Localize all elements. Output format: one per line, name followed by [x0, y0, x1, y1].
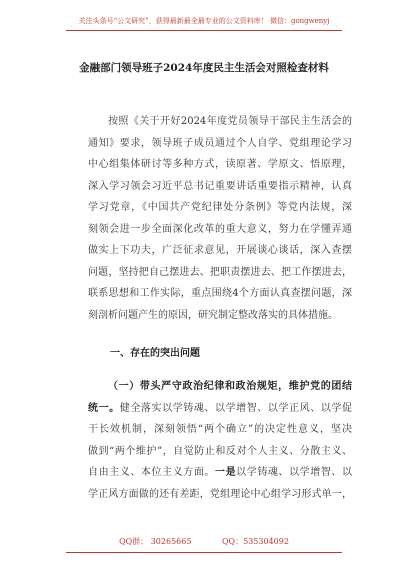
subsection-line [88, 398, 352, 420]
footer-qq-group: QQ群： 30265665 [119, 537, 192, 546]
subsection-title: （一）带头严守政治纪律和政治规矩，维护党的团结 [108, 381, 352, 392]
intro-line: 通知》要求，领导班子成员通过个人自学、党组理论学习 [88, 137, 352, 149]
subsection-line: 干长效机制，深刻领悟“两个确立”的决定性意义，坚决 [88, 424, 352, 435]
intro-line: 深入学习领会习近平总书记重要讲话重要指示精神，认真 [88, 180, 352, 192]
footer-qq: QQ：535304092 [222, 537, 289, 546]
section-heading: 一、存在的突出问题 [110, 348, 200, 359]
banner-divider [66, 30, 342, 31]
subsection-line [88, 462, 352, 484]
subsection-text: 健全落实以学铸魂、以学增智、以学正风、以学促 [119, 402, 352, 414]
footer-divider [66, 552, 342, 553]
point-label: 一是 [215, 467, 237, 478]
intro-line: 刻领会进一步全面深化改革的重大意义，努力在学懂弄通 [88, 223, 352, 235]
intro-line: 按照《关于开好2024年度党员领导干部民主生活会的 [108, 116, 352, 127]
intro-line: 刻剖析问题产生的原因，研究制定整改落实的具体措施。 [88, 309, 338, 321]
subsection-text: 以学铸魂、以学增智、以 [236, 467, 352, 478]
intro-line: 做实上下功夫，广泛征求意见，开展谈心谈话，深入查摆 [88, 245, 352, 256]
intro-line: 联系思想和工作实际，重点围绕4个方面认真查摆问题，深 [88, 288, 352, 299]
top-banner: 关注头条号“公文研究”，获得最新最全最专业的公文资料库！ 微信：gongwenyj [78, 17, 330, 25]
document-title: 金融部门领导班子2024年度民主生活会对照检查材料 [79, 62, 329, 74]
intro-paragraph [88, 111, 352, 326]
intro-line: 中心组集体研讨等多种方式，读原著、学原文、悟原理， [88, 159, 352, 170]
subsection-text: 自由主义、本位主义方面。 [88, 467, 215, 478]
subsection-paragraph [88, 376, 352, 505]
subsection-line: 做到“两个维护”，自觉防止和反对个人主义、分散主义、 [88, 445, 352, 457]
footer-contacts [0, 536, 408, 547]
subsection-title-end: 统一。 [88, 402, 120, 414]
intro-line: 学习党章，《中国共产党纪律处分条例》等党内法规，深 [88, 202, 352, 213]
intro-line: 问题，坚持把自己摆进去、把职责摆进去、把工作摆进去， [88, 266, 352, 278]
subsection-line: 学正风方面做的还有差距，党组理论中心组学习形式单一， [88, 488, 352, 500]
